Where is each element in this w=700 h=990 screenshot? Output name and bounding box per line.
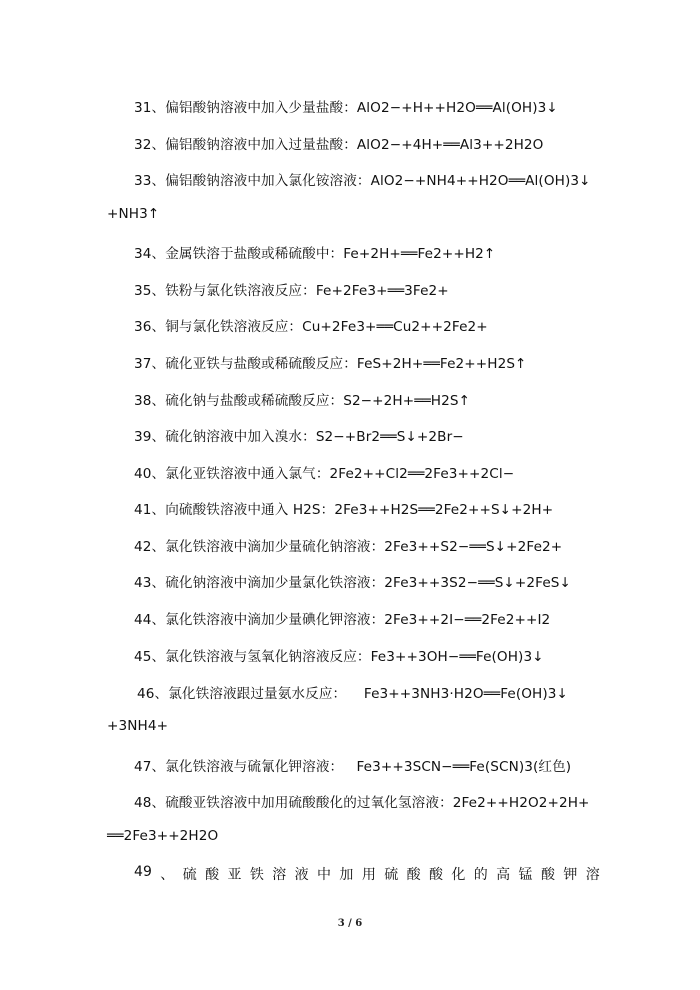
page-number: 3 / 6 <box>337 918 363 929</box>
line-49-char: 加 <box>339 867 354 883</box>
equation-line-36: 36、铜与氯化铁溶液反应：Cu+2Fe3+══Cu2++2Fe2+ <box>134 319 488 335</box>
line-49-char: 钾 <box>563 867 578 883</box>
equation-line-37: 37、硫化亚铁与盐酸或稀硫酸反应：FeS+2H+══Fe2++H2S↑ <box>134 356 527 372</box>
equation-line-41: 41、向硫酸铁溶液中通入 H2S：2Fe3++H2S══2Fe2++S↓+2H+ <box>134 502 554 518</box>
equation-line-32: 32、偏铝酸钠溶液中加入过量盐酸：AlO2−+4H+══Al3++2H2O <box>134 137 544 153</box>
line-49-char: 酸 <box>406 867 421 883</box>
line-49-char: 铁 <box>249 867 264 883</box>
line-49-char: 酸 <box>540 867 556 883</box>
equation-line-44: 44、氯化铁溶液中滴加少量碘化钾溶液：2Fe3++2I−══2Fe2++I2 <box>134 612 551 628</box>
line-49-char: 49 <box>134 864 153 880</box>
line-49-char: 酸 <box>428 867 444 883</box>
line-49-char: 中 <box>317 867 332 883</box>
equation-line-42: 42、氯化铁溶液中滴加少量硫化钠溶液：2Fe3++S2−══S↓+2Fe2+ <box>134 539 563 555</box>
equation-line-46: 46、氯化铁溶液跟过量氨水反应： Fe3++3NH3·H2O══Fe(OH)3↓ <box>137 686 569 702</box>
equation-line-33: 33、偏铝酸钠溶液中加入氯化铵溶液：AlO2−+NH4++H2O══Al(OH)3↓ <box>134 173 591 189</box>
line-49-char: 的 <box>473 867 488 883</box>
equation-line-46-cont: +3NH4+ <box>107 718 169 734</box>
line-49-char: 、 <box>160 867 175 883</box>
equation-line-40: 40、氯化亚铁溶液中通入氯气：2Fe2++Cl2══2Fe3++2Cl− <box>134 466 515 482</box>
line-49-char: 锰 <box>518 867 533 883</box>
equation-line-45: 45、氯化铁溶液与氢氧化钠溶液反应：Fe3++3OH−══Fe(OH)3↓ <box>134 649 544 665</box>
equation-line-43: 43、硫化钠溶液中滴加少量氯化铁溶液：2Fe3++3S2−══S↓+2FeS↓ <box>134 575 572 591</box>
equation-line-33-cont: +NH3↑ <box>107 206 160 222</box>
equation-line-39: 39、硫化钠溶液中加入溴水：S2−+Br2══S↓+2Br− <box>134 429 464 445</box>
equation-line-38: 38、硫化钠与盐酸或稀硫酸反应：S2−+2H+══H2S↑ <box>134 393 471 409</box>
line-49-char: 酸 <box>205 867 220 883</box>
line-49-char: 溶 <box>272 867 287 883</box>
equation-line-35: 35、铁粉与氯化铁溶液反应：Fe+2Fe3+══3Fe2+ <box>134 283 449 299</box>
equation-line-47: 47、氯化铁溶液与硫氰化钾溶液： Fe3++3SCN−══Fe(SCN)3(红色) <box>134 759 572 775</box>
line-49-char: 亚 <box>227 867 242 883</box>
line-49-char: 硫 <box>384 867 399 883</box>
line-49-char: 化 <box>451 867 466 883</box>
equation-line-34: 34、金属铁溶于盐酸或稀硫酸中：Fe+2H+══Fe2++H2↑ <box>134 246 496 262</box>
line-49-char: 液 <box>294 867 309 883</box>
equation-line-49 <box>134 864 600 884</box>
equation-line-48-cont: ══2Fe3++2H2O <box>107 828 219 844</box>
line-49-char: 用 <box>361 867 376 883</box>
line-49-char: 溶 <box>585 867 600 883</box>
equation-line-48: 48、硫酸亚铁溶液中加用硫酸酸化的过氧化氢溶液：2Fe2++H2O2+2H+ <box>134 795 590 811</box>
line-49-char: 硫 <box>182 867 197 883</box>
line-49-char: 高 <box>496 867 511 883</box>
equation-line-31: 31、偏铝酸钠溶液中加入少量盐酸：AlO2−+H++H2O══Al(OH)3↓ <box>134 100 558 116</box>
